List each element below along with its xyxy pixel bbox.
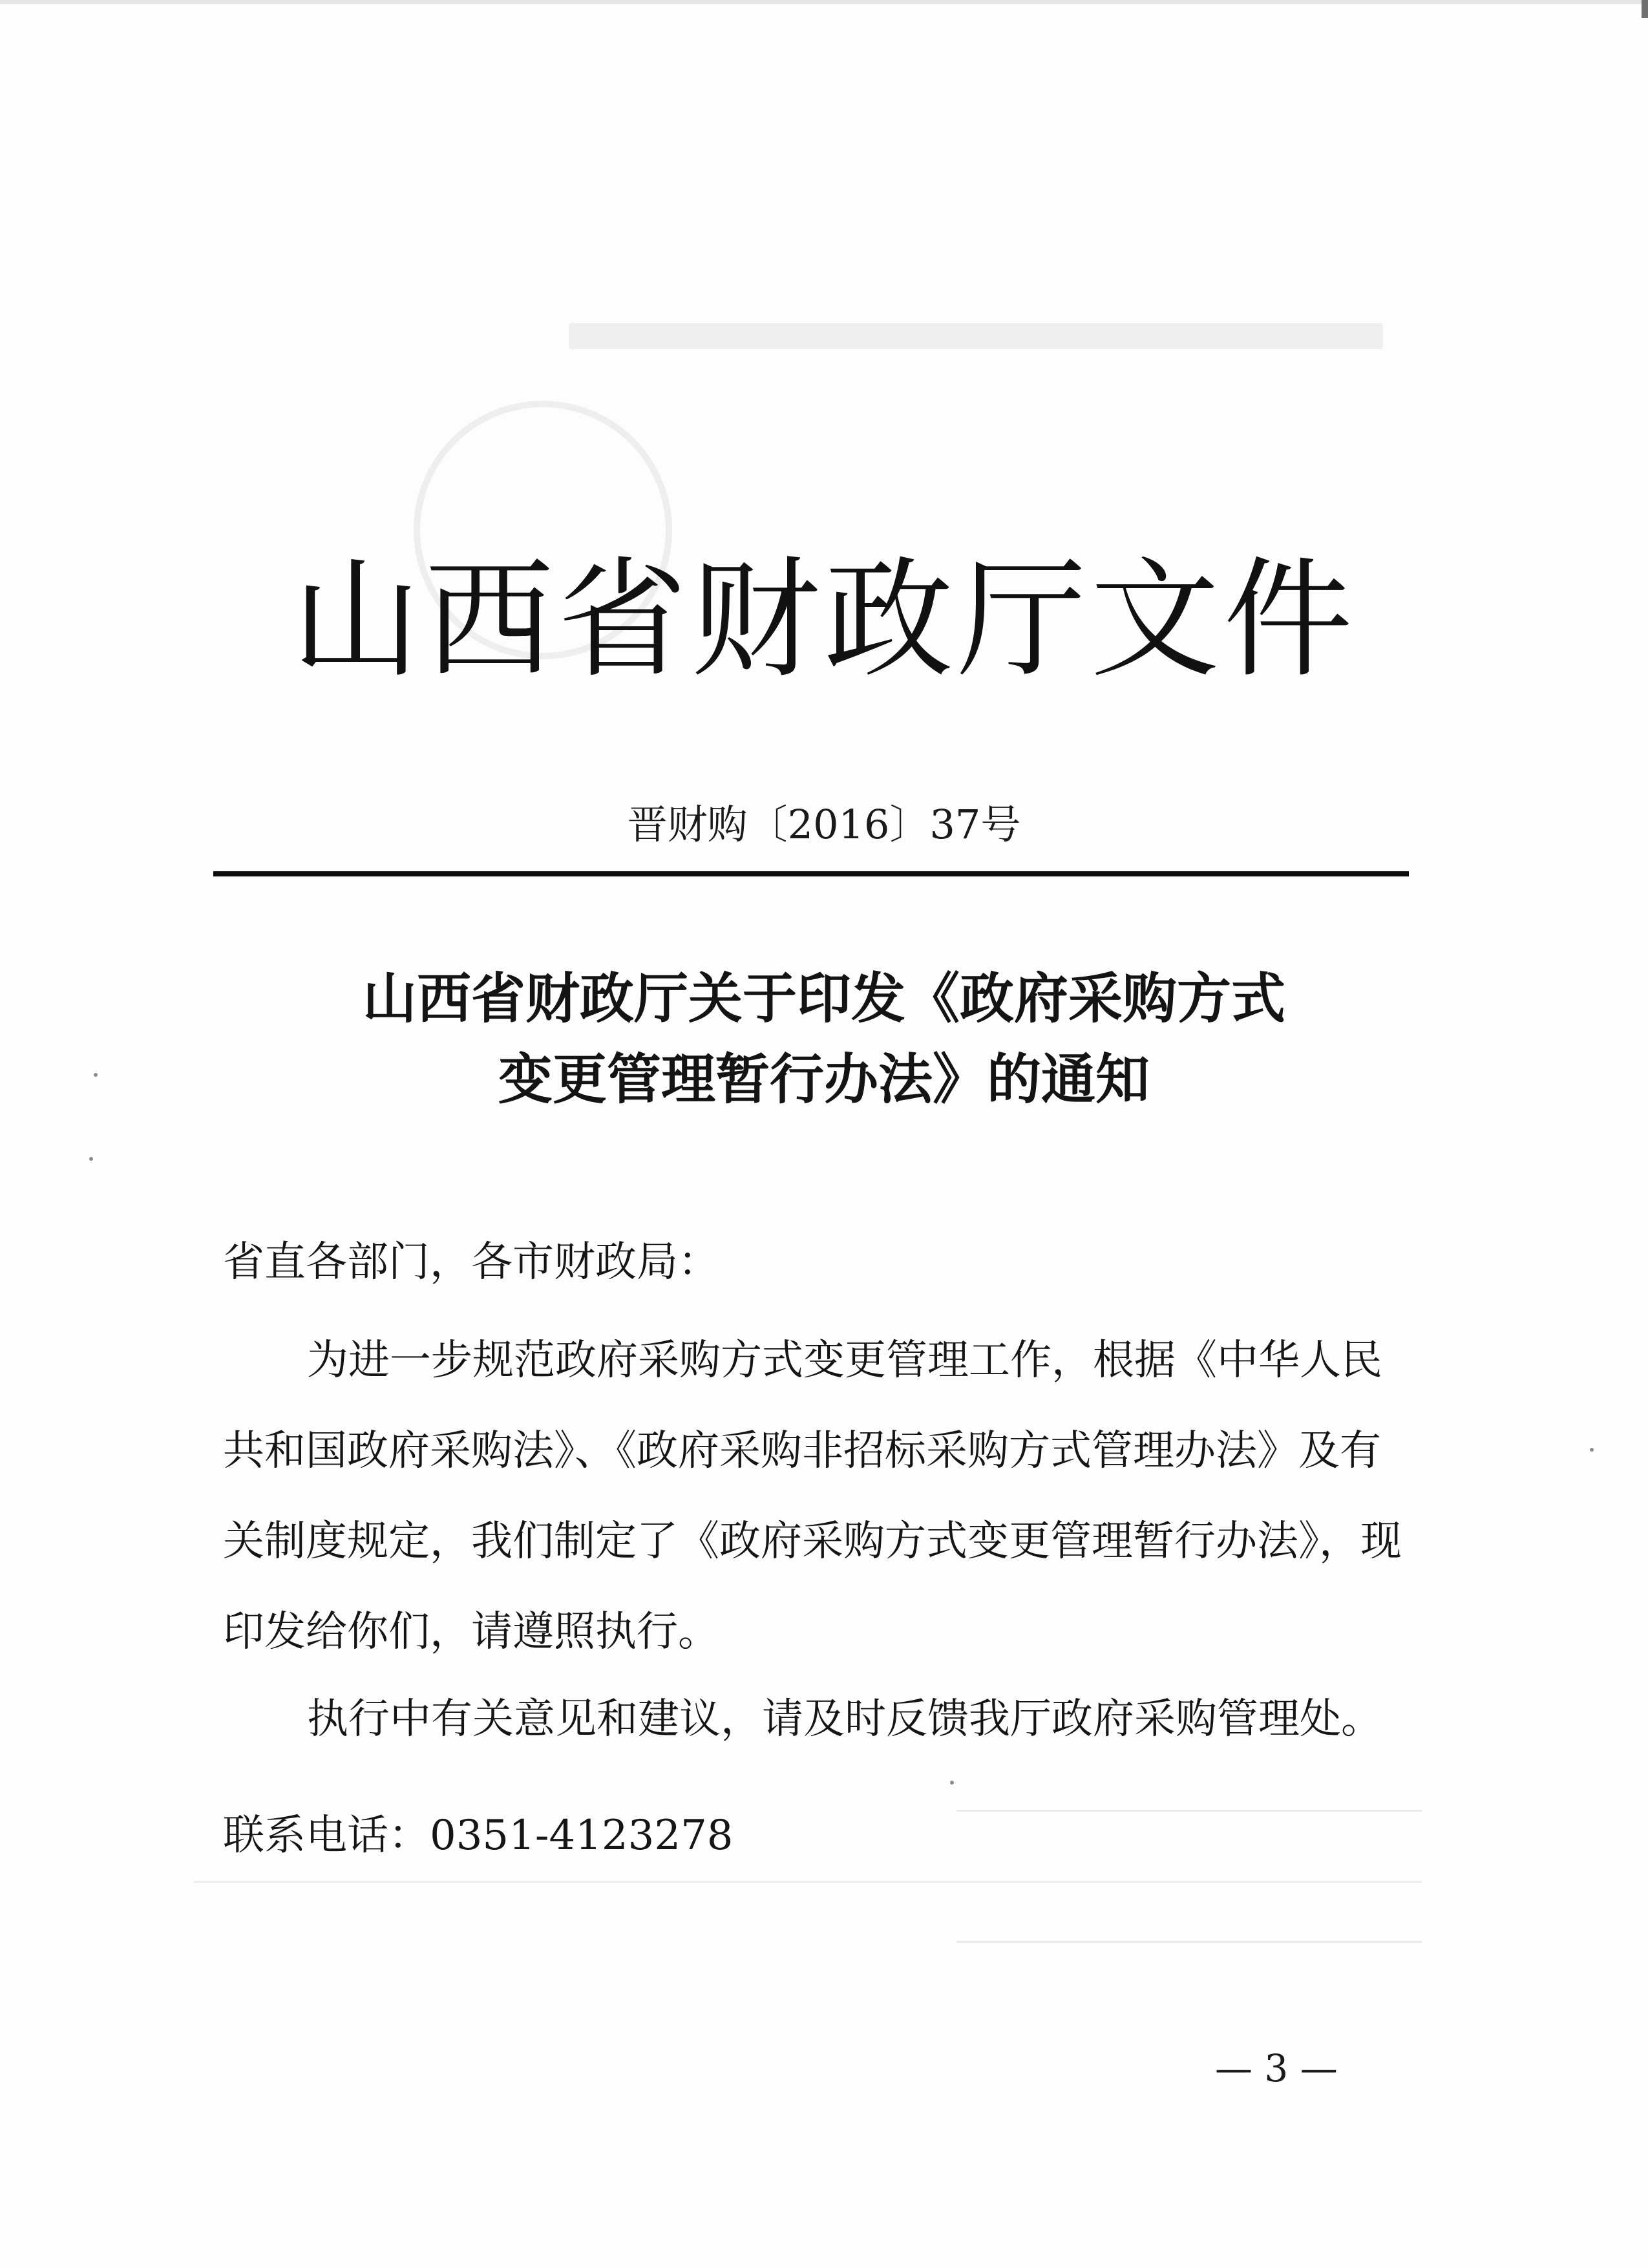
paragraph2: 执行中有关意见和建议，请及时反馈我厅政府采购管理处。 (307, 1695, 1382, 1743)
paragraph1-line1: 为进一步规范政府采购方式变更管理工作，根据《中华人民 (307, 1337, 1382, 1384)
scan-edge-corner (1642, 0, 1648, 18)
notice-title-line2: 变更管理暂行办法》的通知 (498, 1048, 1150, 1111)
bleed-through-rule (194, 1881, 1422, 1883)
document-number: 晋财购〔2016〕37号 (627, 801, 1021, 848)
salutation: 省直各部门，各市财政局： (223, 1238, 719, 1286)
paragraph1-line4: 印发给你们，请遵照执行。 (223, 1608, 719, 1656)
bleed-through-text (569, 323, 1383, 349)
page-number: — 3 — (1215, 2046, 1338, 2090)
scan-speck (1590, 1448, 1594, 1452)
bleed-through-table (956, 1810, 1422, 1943)
header-divider (213, 871, 1409, 876)
document-header-title: 山西省财政厅文件 (291, 545, 1357, 695)
scan-speck (94, 1073, 98, 1077)
paragraph1-line2: 共和国政府采购法》、《政府采购非招标采购方式管理办法》及有 (223, 1427, 1381, 1475)
notice-title-line1: 山西省财政厅关于印发《政府采购方式 (362, 967, 1285, 1030)
paragraph1-line3: 关制度规定，我们制定了《政府采购方式变更管理暂行办法》，现 (223, 1518, 1402, 1565)
contact-phone: 联系电话：0351-4123278 (223, 1812, 734, 1860)
scan-speck (950, 1781, 954, 1785)
scan-edge-top (0, 0, 1648, 4)
scan-speck (89, 1157, 93, 1161)
